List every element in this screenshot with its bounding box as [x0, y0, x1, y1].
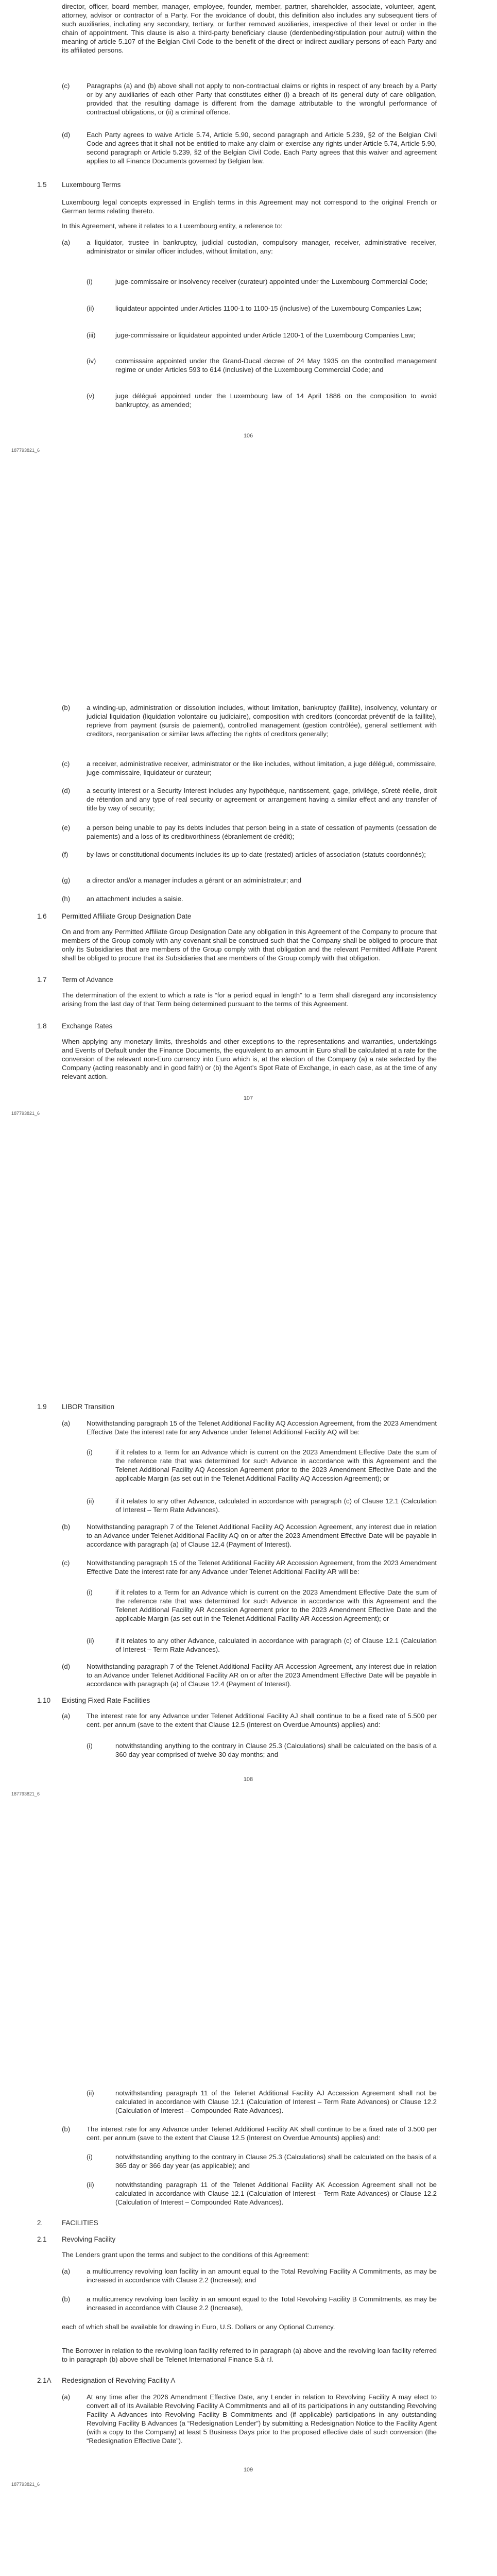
- paragraph: The interest rate for any Advance under Telenet Additional Facility AK shall continue to be a fixed rate of 3.500 per cent. per annum (save to the extent that Clause 12.5 (Interest on Overdue Amounts) applies) and:: [87, 2125, 437, 2142]
- paragraph: a director and/or a manager includes a gérant or an administrateur; and: [87, 876, 302, 884]
- item-label: (d): [62, 131, 71, 139]
- item-label: (i): [87, 1588, 93, 1596]
- paragraph: The Lenders grant upon the terms and subject to the conditions of this Agreement:: [62, 2251, 310, 2259]
- item-label: (a): [62, 2393, 71, 2401]
- item-label: (v): [87, 392, 95, 400]
- paragraph: juge délégué appointed under the Luxembourg law of 14 April 1886 on the composition to avoid bankruptcy, as amended;: [115, 392, 437, 409]
- section-heading: Permitted Affiliate Group Designation Date: [62, 912, 192, 920]
- item-label: (e): [62, 824, 71, 832]
- section-number: 2.: [37, 2219, 43, 2227]
- document-reference: 187793821_6: [11, 1791, 40, 1797]
- document-reference: 187793821_6: [11, 1111, 40, 1116]
- paragraph: by-laws or constitutional documents includes its up-to-date (restated) articles of association (statuts coordonnés);: [87, 851, 426, 858]
- paragraph: notwithstanding anything to the contrary in Clause 25.3 (Calculations) shall be calculated on the basis of a 360 day year comprised of twelve 30 day months; and: [115, 1742, 437, 1758]
- paragraph: liquidateur appointed under Articles 1100-1 to 1100-15 (inclusive) of the Luxembourg Companies Law;: [115, 304, 422, 312]
- item-label: (ii): [87, 2181, 94, 2189]
- section-heading: Exchange Rates: [62, 1022, 113, 1030]
- section-number: 1.10: [37, 1697, 51, 1704]
- item-label: (d): [62, 1663, 71, 1670]
- section-heading: LIBOR Transition: [62, 1403, 114, 1411]
- paragraph: director, officer, board member, manager, employee, founder, member, partner, shareholder, associate, volunteer, agent, attorney, advisor or contractor of a Party. For the avoidance of doubt, this definition also includes any subsequent tiers of such auxiliaries, including any secondary, tertiary, or further removed auxiliaries, irrespective of their level or order in the chain of appointment. This clause is also a third-party beneficiary clause (derdenbeding/stipulation pour autrui) within the meaning of article 5.107 of the Belgian Civil Code to the benefit of the direct or indirect auxiliary persons of each Party and its affiliated persons.: [62, 3, 437, 54]
- chapter-heading: FACILITIES: [62, 2219, 98, 2227]
- item-label: (iii): [87, 331, 96, 339]
- page-number: 109: [243, 2467, 253, 2473]
- paragraph: a receiver, administrative receiver, administrator or the like includes, without limitation, a juge délégué, commissaire, juge-commissaire, liquidateur or curateur;: [87, 760, 437, 776]
- paragraph: At any time after the 2026 Amendment Effective Date, any Lender in relation to Revolving Facility A may elect to convert all of its Available Revolving Facility A Commitments and all of its participations in any outstanding Revolving Facility A Advances into Revolving Facility B Commitments and (if applicable) participations in any outstanding Revolving Facility B Advances (a “Redesignation Lender”) by submitting a Redesignation Notice to the Facility Agent (with a copy to the Company) at least 5 Business Days prior to the proposed effective date of such conversion (the “Redesignation Effective Date”).: [87, 2393, 437, 2445]
- item-label: (iv): [87, 357, 96, 365]
- section-heading: Revolving Facility: [62, 2235, 116, 2243]
- item-label: (b): [62, 2295, 71, 2303]
- page-106: [0, 0, 497, 703]
- paragraph: Notwithstanding paragraph 15 of the Telenet Additional Facility AR Accession Agreement, from the 2023 Amendment Effective Date the interest rate for any Advance under Telenet Additional Facility AR will be:: [87, 1559, 437, 1575]
- paragraph: Luxembourg legal concepts expressed in English terms in this Agreement may not correspond to the original French or German terms relating thereto.: [62, 198, 437, 215]
- paragraph: juge-commissaire or liquidateur appointed under Article 1200-1 of the Luxembourg Companies Law;: [115, 331, 416, 339]
- page-number: 107: [243, 1095, 253, 1101]
- paragraph: a liquidator, trustee in bankruptcy, judicial custodian, compulsory manager, receiver, administrative receiver, administrator or similar officer includes, without limitation, any:: [87, 239, 437, 255]
- item-label: (b): [62, 1523, 71, 1531]
- item-label: (c): [62, 760, 70, 768]
- paragraph: Notwithstanding paragraph 7 of the Telenet Additional Facility AR Accession Agreement, any interest due in relation to an Advance under Telenet Additional Facility AR on or after the 2023 Amendment Effective Date will be payable in accordance with paragraph (a) of Clause 12.4 (Payment of Interest).: [87, 1663, 437, 1688]
- section-heading: Luxembourg Terms: [62, 181, 121, 189]
- section-heading: Existing Fixed Rate Facilities: [62, 1697, 150, 1704]
- paragraph: a multicurrency revolving loan facility in an amount equal to the Total Revolving Facility A Commitments, as may be increased in accordance with Clause 2.2 (Increase); and: [87, 2267, 437, 2284]
- section-number: 1.9: [37, 1403, 47, 1411]
- page-number: 108: [243, 1776, 253, 1783]
- section-number: 1.6: [37, 912, 47, 920]
- section-number: 2.1A: [37, 2377, 52, 2384]
- section-heading: Term of Advance: [62, 976, 113, 984]
- item-label: (i): [87, 1448, 93, 1456]
- paragraph: Paragraphs (a) and (b) above shall not apply to non-contractual claims or rights in respect of any breach by a Party or by any auxiliaries of each other Party that constitutes either (i) a breach of its general duty of care obligation, provided that the resulting damage is different from the damage attributable to the wrongful performance of contractual obligations, or (ii) a criminal offence.: [87, 82, 437, 116]
- paragraph: a person being unable to pay its debts includes that person being in a state of cessation of payments (cessation de paiements) and a loss of its creditworthiness (ébranlement de crédit);: [87, 824, 437, 840]
- paragraph: notwithstanding paragraph 11 of the Telenet Additional Facility AJ Accession Agreement shall not be calculated in accordance with Clause 12.1 (Calculation of Interest – Term Rate Advances) or Clause 12.2 (Calculation of Interest – Compounded Rate Advances).: [115, 2089, 437, 2114]
- item-label: (i): [87, 1742, 93, 1750]
- paragraph: each of which shall be available for drawing in Euro, U.S. Dollars or any Optional Currency.: [62, 2323, 335, 2331]
- paragraph: Notwithstanding paragraph 15 of the Telenet Additional Facility AQ Accession Agreement, from the 2023 Amendment Effective Date the interest rate for any Advance under Telenet Additional Facility AQ will be:: [87, 1419, 437, 1436]
- section-number: 1.8: [37, 1022, 47, 1030]
- paragraph: When applying any monetary limits, thresholds and other exceptions to the representations and warranties, undertakings and Events of Default under the Finance Documents, the equivalent to an amount in Euro shall be calculated at a rate for the conversion of the relevant non-Euro currency into Euro which is, at the election of the Company (a) a rate selected by the Company (acting reasonably and in good faith) or (b) the Agent’s Spot Rate of Exchange, in each case, as at the time of any relevant action.: [62, 1038, 437, 1080]
- item-label: (b): [62, 2125, 71, 2133]
- section-number: 1.5: [37, 181, 47, 189]
- item-label: (a): [62, 1419, 71, 1427]
- paragraph: Notwithstanding paragraph 7 of the Telenet Additional Facility AQ Accession Agreement, any interest due in relation to an Advance under Telenet Additional Facility AQ on or after the 2023 Amendment Effective Date will be payable in accordance with paragraph (a) of Clause 12.4 (Payment of Interest).: [87, 1523, 437, 1548]
- paragraph: notwithstanding paragraph 11 of the Telenet Additional Facility AK Accession Agreement shall not be calculated in accordance with Clause 12.1 (Calculation of Interest – Term Rate Advances) or Clause 12.2 (Calculation of Interest – Compounded Rate Advances).: [115, 2181, 437, 2206]
- paragraph: juge-commissaire or insolvency receiver (curateur) appointed under the Luxembourg Commercial Code;: [115, 278, 428, 285]
- paragraph: a security interest or a Security Interest includes any hypothèque, nantissement, gage, privilège, sûreté réelle, droit de rétention and any type of real security or agreement or arrangement having a similar effect and any transfer of title by way of security;: [87, 787, 437, 812]
- document-reference: 187793821_6: [11, 448, 40, 453]
- item-label: (g): [62, 876, 71, 884]
- item-label: (ii): [87, 304, 94, 312]
- section-number: 2.1: [37, 2235, 47, 2243]
- paragraph: an attachment includes a saisie.: [87, 895, 183, 903]
- paragraph: commissaire appointed under the Grand-Ducal decree of 24 May 1935 on the controlled management regime or under Articles 593 to 614 (inclusive) of the Luxembourg Commercial Code; and: [115, 357, 437, 374]
- item-label: (c): [62, 82, 70, 90]
- item-label: (a): [62, 1712, 71, 1720]
- paragraph: if it relates to a Term for an Advance which is current on the 2023 Amendment Effective Date the sum of the reference rate that was determined for such Advance in accordance with this Agreement and the Telenet Additional Facility AQ Accession Agreement prior to the 2023 Amendment Effective Date and the applicable Margin (as set out in the Telenet Additional Facility AQ Accession Agreement); or: [115, 1448, 437, 1482]
- item-label: (a): [62, 239, 71, 246]
- section-heading: Redesignation of Revolving Facility A: [62, 2377, 176, 2384]
- paragraph: The interest rate for any Advance under Telenet Additional Facility AJ shall continue to be a fixed rate of 5.500 per cent. per annum (save to the extent that Clause 12.5 (Interest on Overdue Amounts) applies) and:: [87, 1712, 437, 1728]
- item-label: (ii): [87, 1497, 94, 1505]
- item-label: (ii): [87, 1637, 94, 1645]
- paragraph: a multicurrency revolving loan facility in an amount equal to the Total Revolving Facility B Commitments, as may be increased in accordance with Clause 2.2 (Increase),: [87, 2295, 437, 2312]
- paragraph: a winding-up, administration or dissolution includes, without limitation, bankruptcy (faillite), insolvency, voluntary or judicial liquidation (liquidation volontaire ou judiciaire), composition with creditors (concordat préventif de la faillite), reprieve from payment (sursis de paiement), controlled management (gestion contrôlée), general settlement with creditors, reorganisation or similar laws affecting the rights of creditors generally;: [87, 704, 437, 738]
- item-label: (ii): [87, 2089, 94, 2097]
- paragraph: On and from any Permitted Affiliate Group Designation Date any obligation in this Agreement of the Company to procure that members of the Group comply with any covenant shall be construed such that the Company shall be obliged to procure that only its Subsidiaries that are members of the Group comply with that obligation and the relevant Permitted Affiliate Parent shall be obliged to procure that its Subsidiaries that are members of the Group comply with that obligation.: [62, 928, 437, 962]
- paragraph: The determination of the extent to which a rate is “for a period equal in length” to a Term shall disregard any inconsistency arising from the last day of that Term being determined pursuant to the terms of this Agreement.: [62, 991, 437, 1008]
- paragraph: notwithstanding anything to the contrary in Clause 25.3 (Calculations) shall be calculated on the basis of a 365 day or 366 day year (as applicable); and: [115, 2153, 437, 2170]
- item-label: (i): [87, 278, 93, 285]
- paragraph: if it relates to any other Advance, calculated in accordance with paragraph (c) of Clause 12.1 (Calculation of Interest – Term Rate Advances).: [115, 1637, 437, 1653]
- paragraph: if it relates to any other Advance, calculated in accordance with paragraph (c) of Clause 12.1 (Calculation of Interest – Term Rate Advances).: [115, 1497, 437, 1514]
- item-label: (b): [62, 704, 71, 711]
- item-label: (c): [62, 1559, 70, 1567]
- paragraph: In this Agreement, where it relates to a Luxembourg entity, a reference to:: [62, 222, 283, 230]
- item-label: (h): [62, 895, 71, 903]
- section-number: 1.7: [37, 976, 47, 984]
- paragraph: The Borrower in relation to the revolving loan facility referred to in paragraph (a) above and the revolving loan facility referred to in paragraph (b) above shall be Telenet International Finance S.à r.l.: [62, 2347, 437, 2363]
- paragraph: if it relates to a Term for an Advance which is current on the 2023 Amendment Effective Date the sum of the reference rate that was determined for such Advance in accordance with this Agreement and the Telenet Additional Facility AR Accession Agreement prior to the 2023 Amendment Effective Date and the applicable Margin (as set out in the Telenet Additional Facility AR Accession Agreement); or: [115, 1588, 437, 1622]
- item-label: (i): [87, 2153, 93, 2161]
- page-number: 106: [243, 433, 253, 439]
- item-label: (a): [62, 2267, 71, 2275]
- item-label: (d): [62, 787, 71, 794]
- paragraph: Each Party agrees to waive Article 5.74, Article 5.90, second paragraph and Article 5.239, §2 of the Belgian Civil Code and agrees that it shall not be entitled to make any claim or exercise any rights under Article 5.74, Article 5.90, second paragraph or Article 5.239, §2 of the Belgian Civil Code. Each Party agrees that this waiver and agreement applies to all Finance Documents governed by Belgian law.: [87, 131, 437, 165]
- item-label: (f): [62, 851, 68, 858]
- document-reference: 187793821_6: [11, 2482, 40, 2487]
